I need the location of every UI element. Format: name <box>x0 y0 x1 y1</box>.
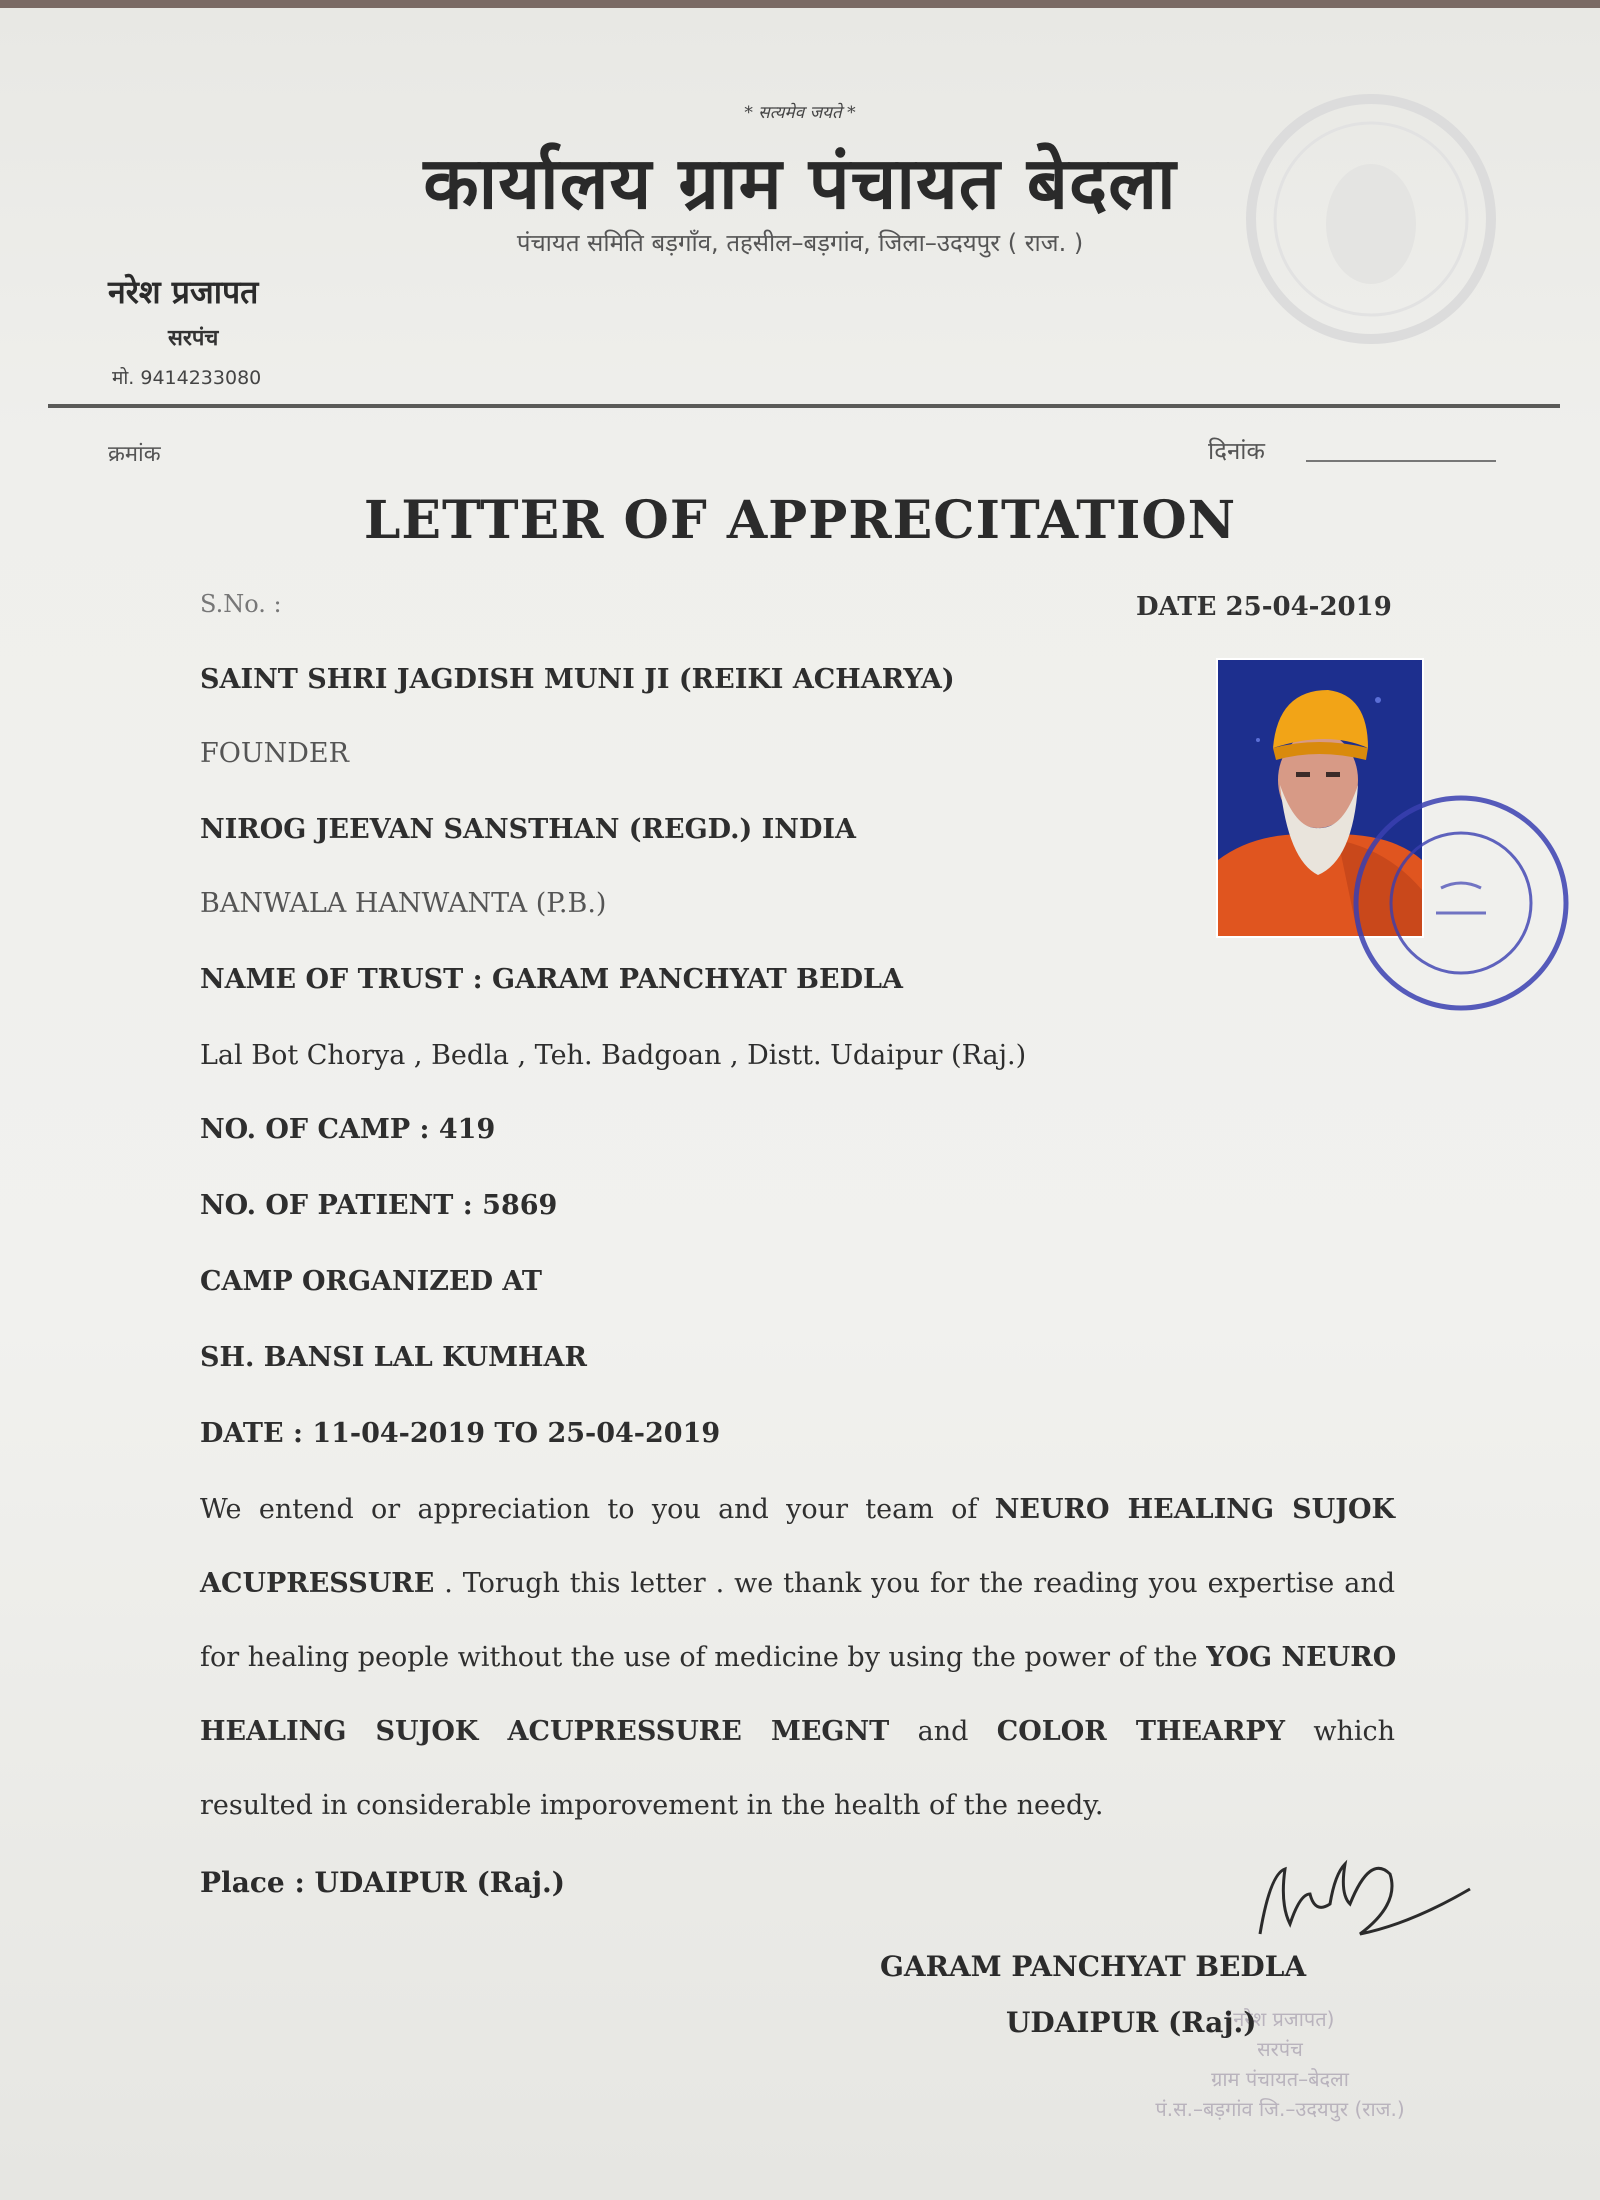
top-edge <box>0 0 1600 8</box>
recipient-role: FOUNDER <box>200 738 349 769</box>
camp-organized-label: CAMP ORGANIZED AT <box>200 1266 542 1297</box>
dinank-blank-line <box>1306 460 1496 462</box>
sarpanch-role: सरपंच <box>168 326 219 351</box>
paragraph-line-3 <box>200 1642 1395 1673</box>
office-title: कार्यालय ग्राम पंचायत बेदला <box>423 141 1177 225</box>
serial-number-label: S.No. : <box>200 590 282 618</box>
paragraph-emphasis: COLOR THEARPY <box>996 1716 1285 1747</box>
paragraph-emphasis: NEURO HEALING SUJOK <box>994 1494 1395 1525</box>
organization-stamp <box>1346 788 1576 1018</box>
signatory-place: UDAIPUR (Raj.) <box>1006 2006 1257 2039</box>
recipient-name: SAINT SHRI JAGDISH MUNI JI (REIKI ACHARYA) <box>200 664 955 695</box>
stamp-line-3: ग्राम पंचायत–बेदला <box>1211 2067 1349 2091</box>
paragraph-line-2 <box>200 1568 1395 1599</box>
stamp-line-4: पं.स.–बड़गांव जि.–उदयपुर (राज.) <box>1155 2097 1405 2121</box>
paragraph-text: and <box>889 1716 997 1747</box>
paragraph-line-5: resulted in considerable imporovement in the health of the needy. <box>200 1790 1104 1821</box>
place-line: Place : UDAIPUR (Raj.) <box>200 1866 565 1899</box>
letter-date: DATE 25-04-2019 <box>1136 592 1392 622</box>
trust-name: NAME OF TRUST : GARAM PANCHYAT BEDLA <box>200 964 903 995</box>
dinank-label: दिनांक <box>1208 437 1265 465</box>
camp-organizer: SH. BANSI LAL KUMHAR <box>200 1342 587 1373</box>
paragraph-line-1 <box>200 1494 1395 1525</box>
header-divider <box>48 404 1560 408</box>
document-title: LETTER OF APPRECITATION <box>363 490 1237 551</box>
paragraph-emphasis: YOG NEURO <box>1206 1642 1397 1673</box>
handwritten-signature <box>1240 1834 1480 1944</box>
sarpanch-phone: मो. 9414233080 <box>112 367 262 389</box>
recipient-organization: NIROG JEEVAN SANSTHAN (REGD.) INDIA <box>200 814 856 845</box>
stamp-line-2: सरपंच <box>1257 2037 1303 2061</box>
paragraph-text: for healing people without the use of medicine by using the power of the <box>200 1642 1207 1673</box>
camp-count: NO. OF CAMP : 419 <box>200 1114 496 1145</box>
paragraph-text: which <box>1285 1716 1395 1747</box>
paragraph-emphasis: HEALING SUJOK ACUPRESSURE MEGNT <box>200 1716 890 1747</box>
recipient-place: BANWALA HANWANTA (P.B.) <box>200 888 607 919</box>
patient-count: NO. OF PATIENT : 5869 <box>200 1190 558 1221</box>
stamp-line-1: (नरेश प्रजापत) <box>1225 2007 1335 2031</box>
paragraph-text: . Torugh this letter . we thank you for the reading you expertise and <box>434 1568 1395 1599</box>
appreciation-paragraph <box>200 1494 1395 1854</box>
paragraph-text: We entend or appreciation to you and your team of <box>200 1494 995 1525</box>
sarpanch-name: नरेश प्रजापत <box>108 273 259 311</box>
signatory-name: GARAM PANCHYAT BEDLA <box>880 1950 1307 1983</box>
header-tagline: * सत्यमेव जयते * <box>744 103 856 123</box>
trust-address: Lal Bot Chorya , Bedla , Teh. Badgoan , Distt. Udaipur (Raj.) <box>200 1040 1027 1071</box>
paragraph-emphasis: ACUPRESSURE <box>200 1568 435 1599</box>
paragraph-line-4 <box>200 1716 1395 1747</box>
office-subtitle: पंचायत समिति बड़गाँव, तहसील–बड़गांव, जिला–उदयपुर ( राज. ) <box>516 229 1084 257</box>
kramank-label: क्रमांक <box>108 442 161 467</box>
camp-dates: DATE : 11-04-2019 TO 25-04-2019 <box>200 1418 721 1449</box>
